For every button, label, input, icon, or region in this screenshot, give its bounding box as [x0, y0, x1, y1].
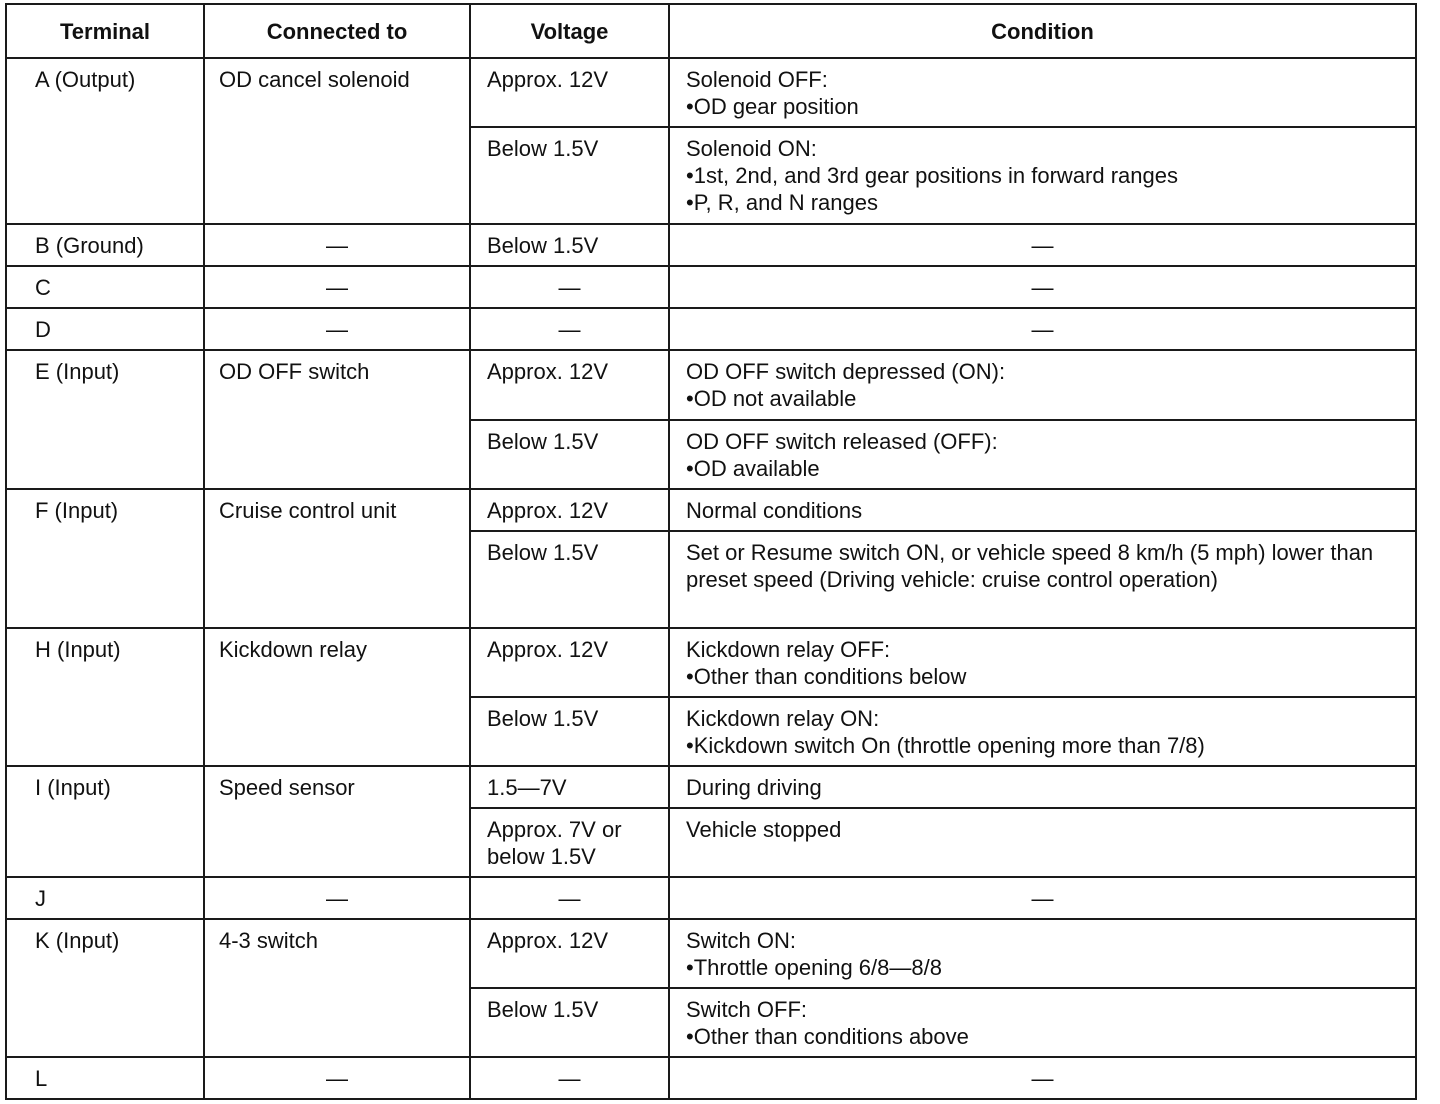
- table-row-e: [6, 350, 1416, 420]
- terminal-l: L: [6, 1057, 204, 1099]
- voltage-h-1: Approx. 12V: [470, 628, 669, 697]
- connected-b: —: [204, 224, 470, 266]
- condition-i-2: Vehicle stopped: [669, 808, 1416, 877]
- voltage-k-2: Below 1.5V: [470, 988, 669, 1057]
- table-row-c: [6, 266, 1416, 308]
- condition-a-2: Solenoid ON: •1st, 2nd, and 3rd gear positions in forward ranges •P, R, and N ranges: [669, 127, 1416, 224]
- header-voltage: Voltage: [470, 4, 669, 58]
- terminal-d: D: [6, 308, 204, 350]
- terminal-spec-table: [5, 3, 1417, 1100]
- terminal-c: C: [6, 266, 204, 308]
- voltage-i-2: Approx. 7V or below 1.5V: [470, 808, 669, 877]
- connected-a: OD cancel solenoid: [204, 58, 470, 224]
- table-row-b: [6, 224, 1416, 266]
- condition-a-1: Solenoid OFF: •OD gear position: [669, 58, 1416, 127]
- table-row-i: [6, 766, 1416, 808]
- terminal-e: E (Input): [6, 350, 204, 489]
- condition-k-2: Switch OFF: •Other than conditions above: [669, 988, 1416, 1057]
- voltage-i-1: 1.5—7V: [470, 766, 669, 808]
- terminal-j: J: [6, 877, 204, 919]
- connected-h: Kickdown relay: [204, 628, 470, 766]
- condition-b: —: [669, 224, 1416, 266]
- condition-d: —: [669, 308, 1416, 350]
- table-row-d: [6, 308, 1416, 350]
- voltage-k-1: Approx. 12V: [470, 919, 669, 988]
- voltage-c: —: [470, 266, 669, 308]
- connected-i: Speed sensor: [204, 766, 470, 877]
- voltage-f-1: Approx. 12V: [470, 489, 669, 531]
- condition-f-1: Normal conditions: [669, 489, 1416, 531]
- voltage-a-2: Below 1.5V: [470, 127, 669, 224]
- table-row-k: [6, 919, 1416, 988]
- table-row-l: [6, 1057, 1416, 1099]
- condition-i-1: During driving: [669, 766, 1416, 808]
- connected-d: —: [204, 308, 470, 350]
- connected-c: —: [204, 266, 470, 308]
- connected-e: OD OFF switch: [204, 350, 470, 489]
- voltage-a-1: Approx. 12V: [470, 58, 669, 127]
- table-row-a: [6, 58, 1416, 127]
- terminal-h: H (Input): [6, 628, 204, 766]
- terminal-f: F (Input): [6, 489, 204, 628]
- header-row: [6, 4, 1416, 58]
- condition-k-1: Switch ON: •Throttle opening 6/8—8/8: [669, 919, 1416, 988]
- terminal-b: B (Ground): [6, 224, 204, 266]
- voltage-j: —: [470, 877, 669, 919]
- voltage-d: —: [470, 308, 669, 350]
- condition-h-1: Kickdown relay OFF: •Other than conditions below: [669, 628, 1416, 697]
- header-condition: Condition: [669, 4, 1416, 58]
- connected-j: —: [204, 877, 470, 919]
- header-connected-to: Connected to: [204, 4, 470, 58]
- voltage-h-2: Below 1.5V: [470, 697, 669, 766]
- terminal-k: K (Input): [6, 919, 204, 1057]
- voltage-b: Below 1.5V: [470, 224, 669, 266]
- connected-k: 4-3 switch: [204, 919, 470, 1057]
- voltage-l: —: [470, 1057, 669, 1099]
- condition-e-2: OD OFF switch released (OFF): •OD available: [669, 420, 1416, 489]
- voltage-e-2: Below 1.5V: [470, 420, 669, 489]
- table-row-h: [6, 628, 1416, 697]
- voltage-f-2: Below 1.5V: [470, 531, 669, 628]
- connected-l: —: [204, 1057, 470, 1099]
- voltage-e-1: Approx. 12V: [470, 350, 669, 420]
- terminal-i: I (Input): [6, 766, 204, 877]
- terminal-a: A (Output): [6, 58, 204, 224]
- condition-j: —: [669, 877, 1416, 919]
- condition-h-2: Kickdown relay ON: •Kickdown switch On (throttle opening more than 7/8): [669, 697, 1416, 766]
- condition-l: —: [669, 1057, 1416, 1099]
- condition-c: —: [669, 266, 1416, 308]
- table-row-j: [6, 877, 1416, 919]
- connected-f: Cruise control unit: [204, 489, 470, 628]
- header-terminal: Terminal: [6, 4, 204, 58]
- condition-e-1: OD OFF switch depressed (ON): •OD not available: [669, 350, 1416, 420]
- condition-f-2: Set or Resume switch ON, or vehicle speed 8 km/h (5 mph) lower than preset speed (Driving vehicle: cruise control operation): [669, 531, 1416, 628]
- table-row-f: [6, 489, 1416, 531]
